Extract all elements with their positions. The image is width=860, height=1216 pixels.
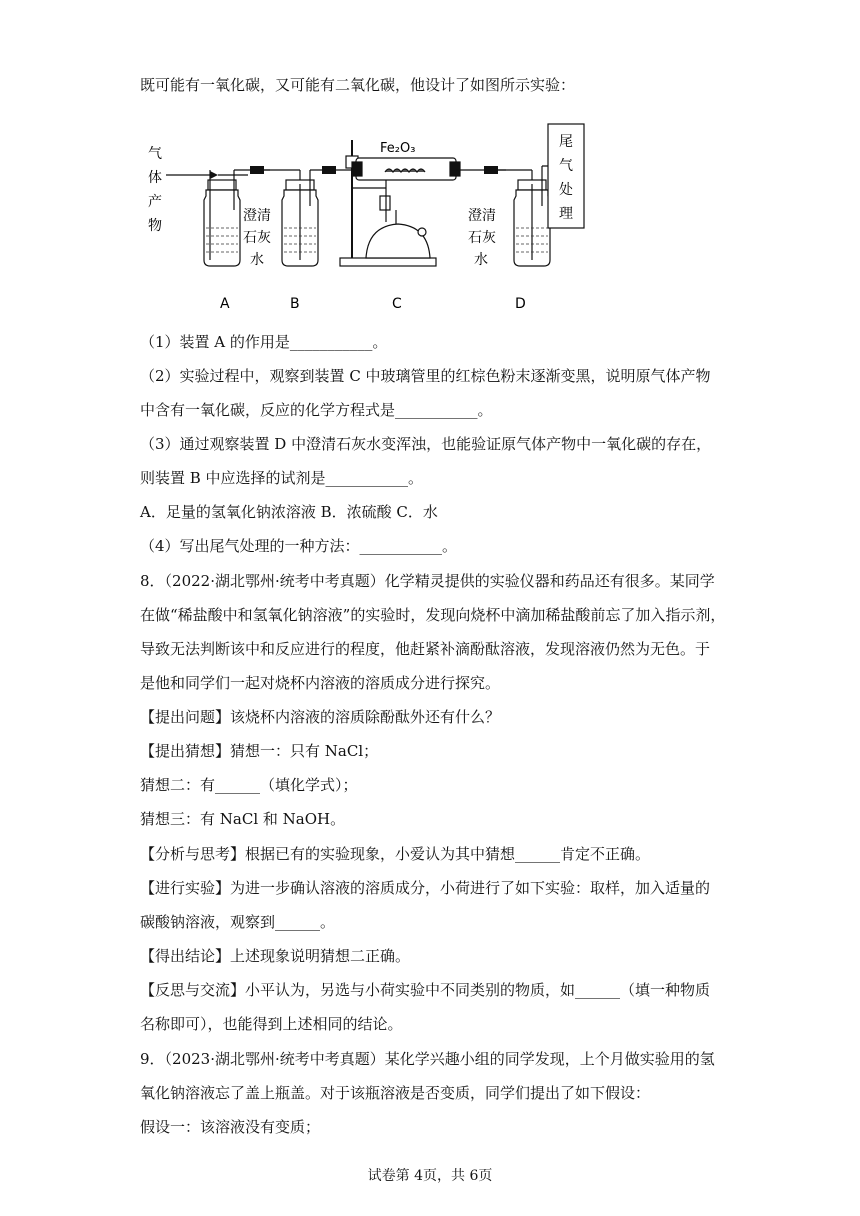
label-d: D	[515, 296, 526, 312]
text-line: （3）通过观察装置 D 中澄清石灰水变浑浊，也能验证原气体产物中一氧化碳的存在，	[140, 435, 712, 453]
text-line: 导致无法判断该中和反应进行的程度，他赶紧补滴酚酞溶液，发现溶液仍然为无色。于	[140, 640, 711, 658]
apparatus-c	[336, 140, 506, 266]
text-line: A．足量的氢氧化钠浓溶液 B．浓硫酸 C．水	[140, 503, 438, 521]
text-line: 猜想二：有______（填化学式）；	[140, 776, 358, 794]
text-line: （4）写出尾气处理的一种方法：___________。	[140, 537, 458, 555]
text-line: 8．（2022·湖北鄂州·统考中考真题）化学精灵提供的实验仪器和药品还有很多。某同学	[140, 572, 715, 590]
svg-text:澄清: 澄清	[243, 208, 271, 224]
page-footer: 试卷第 4页，共 6页	[367, 1168, 493, 1184]
text-line: 是他和同学们一起对烧杯内溶液的溶质成分进行探究。	[140, 674, 501, 692]
rubber-connector-icon	[322, 166, 336, 174]
svg-text:澄清: 澄清	[468, 208, 496, 224]
text-line: 则装置 B 中应选择的试剂是___________。	[140, 469, 424, 487]
bottle-b	[264, 170, 336, 266]
label-c: C	[392, 296, 402, 312]
text-line: 【进行实验】为进一步确认溶液的溶质成分，小荷进行了如下实验：取样，加入适量的	[140, 879, 711, 897]
text-line: 中含有一氧化碳，反应的化学方程式是___________。	[140, 401, 493, 419]
gas-product-label	[148, 146, 162, 234]
svg-text:尾: 尾	[559, 134, 573, 150]
rubber-connector-icon	[250, 166, 264, 174]
svg-text:产: 产	[148, 194, 162, 210]
svg-text:处: 处	[559, 182, 573, 198]
apparatus-figure	[140, 110, 600, 320]
label-b: B	[290, 296, 300, 312]
text-line: 【提出猜想】猜想一：只有 NaCl；	[140, 742, 379, 760]
text-line: 【反思与交流】小平认为，另选与小荷实验中不同类别的物质，如______（填一种物质	[140, 981, 711, 999]
svg-text:水: 水	[250, 252, 264, 268]
text-line: 猜想三：有 NaCl 和 NaOH。	[140, 810, 346, 828]
svg-text:理: 理	[559, 206, 573, 222]
label-a: A	[220, 296, 230, 312]
text-line: 9．（2023·湖北鄂州·统考中考真题）某化学兴趣小组的同学发现，上个月做实验用的氢	[140, 1050, 715, 1068]
text-line: 碳酸钠溶液，观察到______。	[140, 913, 336, 931]
experiment-diagram	[140, 110, 600, 320]
text-line: 氧化钠溶液忘了盖上瓶盖。对于该瓶溶液是否变质，同学们提出了如下假设：	[140, 1084, 651, 1102]
rubber-connector-icon	[484, 166, 498, 174]
text-line: （2）实验过程中，观察到装置 C 中玻璃管里的红棕色粉末逐渐变黑，说明原气体产物	[140, 367, 711, 385]
text-line: 【分析与思考】根据已有的实验现象，小爱认为其中猜想______肯定不正确。	[140, 845, 651, 863]
svg-text:体: 体	[148, 170, 162, 186]
text-line: 假设一：该溶液没有变质；	[140, 1118, 321, 1136]
svg-text:气: 气	[148, 146, 162, 162]
svg-text:石灰: 石灰	[243, 230, 271, 246]
text-line: 在做“稀盐酸中和氢氧化钠溶液”的实验时，发现向烧杯中滴加稀盐酸前忘了加入指示剂，	[140, 606, 726, 624]
svg-text:气: 气	[559, 158, 573, 174]
text-line: 既可能有一氧化碳，又可能有二氧化碳，他设计了如图所示实验：	[140, 76, 576, 94]
svg-text:物: 物	[148, 218, 162, 234]
text-line: 名称即可），也能得到上述相同的结论。	[140, 1015, 403, 1033]
text-line: 【提出问题】该烧杯内溶液的溶质除酚酞外还有什么？	[140, 708, 501, 726]
svg-text:水: 水	[474, 252, 488, 268]
fe2o3-label: Fe₂O₃	[380, 141, 416, 156]
limewater-label-d	[468, 208, 496, 268]
text-line: （1）装置 A 的作用是___________。	[140, 333, 388, 351]
limewater-label-b	[243, 208, 271, 268]
arrow-head-icon	[210, 171, 218, 179]
text-line: 【得出结论】上述现象说明猜想二正确。	[140, 947, 411, 965]
apparatus-labels	[220, 296, 526, 312]
svg-text:石灰: 石灰	[468, 230, 496, 246]
